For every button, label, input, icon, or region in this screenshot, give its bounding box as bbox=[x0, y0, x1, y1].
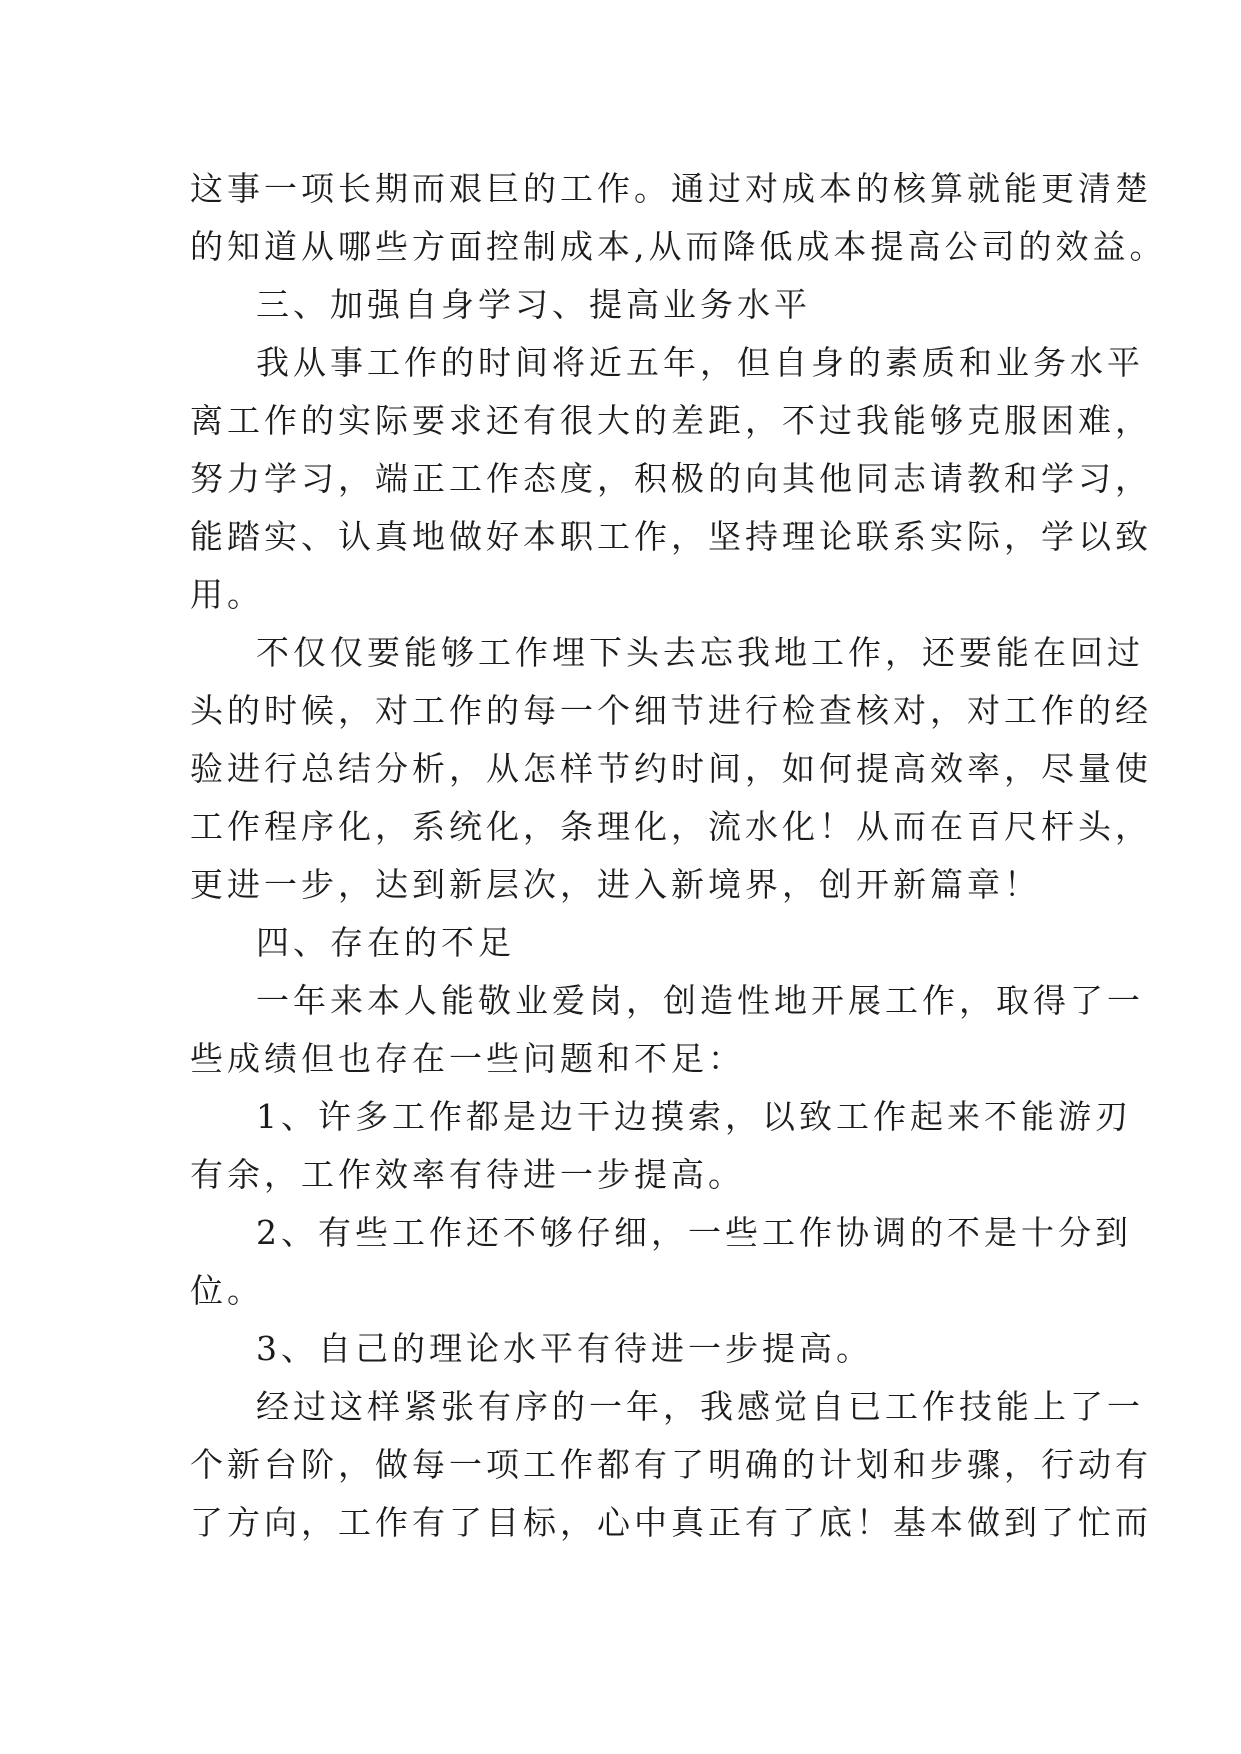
section-heading: 三、加强自身学习、提高业务水平 bbox=[256, 285, 811, 324]
text-line: 我从事工作的时间将近五年，但自身的素质和业务水平 bbox=[256, 343, 1144, 382]
text-line: 些成绩但也存在一些问题和不足： bbox=[190, 1039, 745, 1078]
text-line: 不仅仅要能够工作埋下头去忘我地工作，还要能在回过 bbox=[256, 633, 1144, 672]
text-line: 经过这样紧张有序的一年，我感觉自已工作技能上了一 bbox=[256, 1387, 1144, 1426]
list-item: 3、自己的理论水平有待进一步提高。 bbox=[256, 1329, 873, 1368]
text-line: 头的时候，对工作的每一个细节进行检查核对，对工作的经 bbox=[190, 691, 1152, 730]
text-line: 更进一步，达到新层次，进入新境界，创开新篇章！ bbox=[190, 865, 1041, 904]
text-line: 有余，工作效率有待进一步提高。 bbox=[190, 1155, 745, 1194]
list-item: 2、有些工作还不够仔细，一些工作协调的不是十分到 bbox=[256, 1213, 1132, 1252]
text-line: 这事一项长期而艰巨的工作。通过对成本的核算就能更清楚 bbox=[190, 169, 1152, 208]
text-line: 了方向，工作有了目标，心中真正有了底！基本做到了忙而 bbox=[190, 1503, 1152, 1542]
text-line: 能踏实、认真地做好本职工作，坚持理论联系实际，学以致 bbox=[190, 517, 1152, 556]
text-line: 的知道从哪些方面控制成本,从而降低成本提高公司的效益。 bbox=[190, 227, 1167, 266]
text-line: 离工作的实际要求还有很大的差距，不过我能够克服困难， bbox=[190, 401, 1152, 440]
text-line: 一年来本人能敬业爱岗，创造性地开展工作，取得了一 bbox=[256, 981, 1144, 1020]
text-line: 个新台阶，做每一项工作都有了明确的计划和步骤，行动有 bbox=[190, 1445, 1152, 1484]
text-line: 验进行总结分析，从怎样节约时间，如何提高效率，尽量使 bbox=[190, 749, 1152, 788]
text-line: 位。 bbox=[190, 1271, 264, 1310]
list-item: 1、许多工作都是边干边摸索，以致工作起来不能游刃 bbox=[256, 1097, 1132, 1136]
text-line: 用。 bbox=[190, 575, 264, 614]
section-heading: 四、存在的不足 bbox=[256, 923, 515, 962]
text-line: 努力学习，端正工作态度，积极的向其他同志请教和学习， bbox=[190, 459, 1152, 498]
text-line: 工作程序化，系统化，条理化，流水化！从而在百尺杆头， bbox=[190, 807, 1152, 846]
